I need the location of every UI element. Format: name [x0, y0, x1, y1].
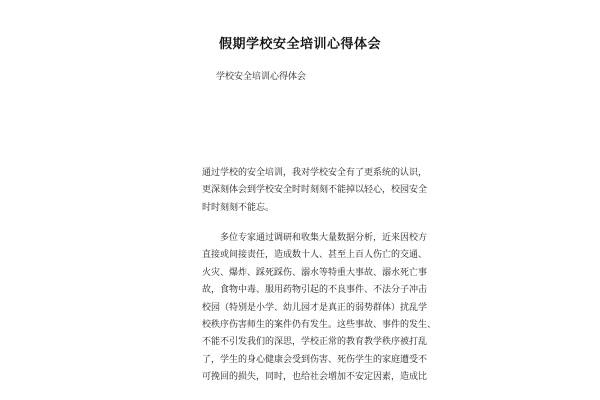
paragraph-line: 多位专家通过调研和收集大量数据分析，近来因校方 — [202, 233, 428, 243]
paragraph-line: 直接或间接责任，造成数十人、甚至上百人伤亡的交通、 — [202, 250, 428, 261]
paragraph-line: 故，食物中毒、服用药物引起的不良事件、不法分子冲击 — [202, 285, 428, 296]
paragraph-line: 时时刻刻不能忘。 — [202, 202, 275, 213]
paragraph-line: 校秩序伤害师生的案件仍有发生。这些事故、事件的发生、 — [202, 320, 437, 331]
document-subtitle: 学校安全培训心得体会 — [216, 72, 307, 82]
paragraph-line: 校园（特别是小学、幼儿园才是真正的弱势群体）扰乱学 — [202, 302, 428, 313]
paragraph-line: 通过学校的安全培训，我对学校安全有了更系统的认识， — [202, 168, 428, 178]
paragraph-line: 火灾、爆炸、踩死踩伤、溺水等特重大事故、溺水死亡事 — [202, 267, 428, 278]
paragraph-2 — [202, 230, 437, 387]
paragraph-line: 了，学生的身心健康会受到伤害、死伤学生的家庭遭受不 — [202, 354, 428, 365]
paragraph-1 — [202, 165, 428, 217]
paragraph-line: 不能不引发我们的深思，学校正常的教育教学秩序被打乱 — [202, 337, 428, 348]
page-title: 假期学校安全培训心得体会 — [218, 37, 381, 52]
paragraph-line: 更深刻体会到学校安全时时刻刻不能掉以轻心，校园安全 — [202, 185, 428, 196]
paragraph-line: 可挽回的损失，同时，也给社会增加不安定因素，造成比 — [202, 372, 428, 383]
